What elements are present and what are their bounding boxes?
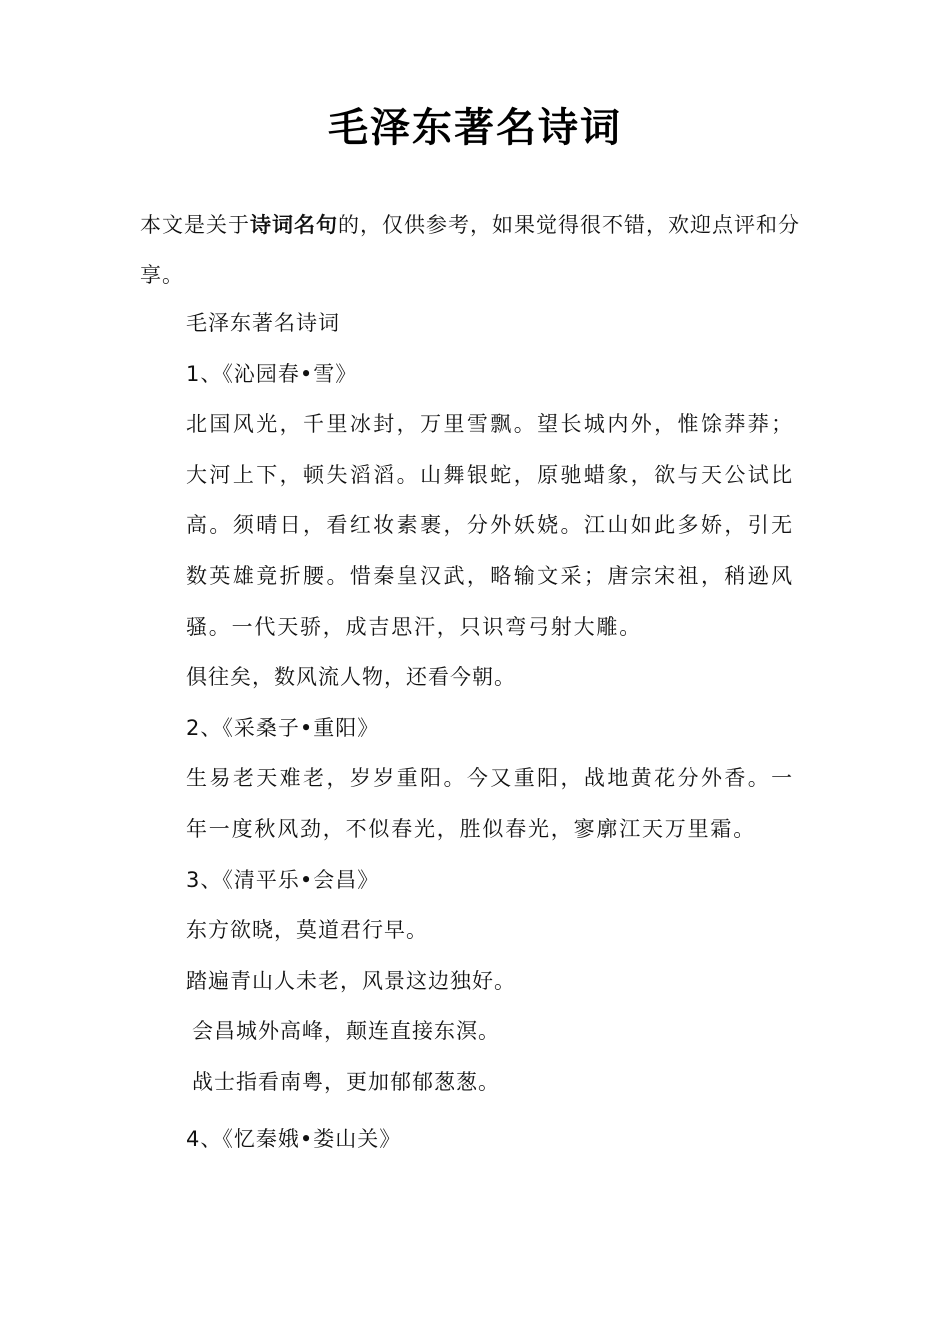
poem-line: 战士指看南粤，更加郁郁葱葱。 [192,1069,500,1094]
document-title: 毛泽东著名诗词 [328,105,622,151]
poem-number: 4 [186,1126,201,1151]
section-subtitle: 毛泽东著名诗词 [186,311,340,335]
intro-bold-keyword[interactable]: 诗词名句 [250,213,338,237]
document-body [186,298,794,1164]
poem-title: 《忆秦娥•娄山关》 [222,1126,402,1151]
poem-number-separator: 、 [200,1126,223,1151]
intro-text-after: 的，仅供参考，如果觉得很不错，欢迎点评和分享。 [140,213,800,287]
poem-title: 《采桑子•重阳》 [222,715,380,740]
poem-heading [186,349,794,400]
poem-number-separator: 、 [200,715,223,740]
poem-stanza: 俱往矣，数风流人物，还看今朝。 [186,665,516,690]
poem-line: 会昌城外高峰，颠连直接东溟。 [192,1019,500,1044]
poem-heading [186,703,794,754]
poem-number-separator: 、 [200,361,223,386]
poem-line: 东方欲晓，莫道君行早。 [186,918,428,943]
poem-heading [186,1114,794,1165]
intro-paragraph [140,200,812,300]
poem-stanza: 北国风光，千里冰封，万里雪飘。望长城内外，惟馀莽莽；大河上下，顿失滔滔。山舞银蛇，原驰蜡象，欲与天公试比高。须晴日，看红妆素裹，分外妖娆。江山如此多娇，引无数英雄竟折腰。惜秦皇汉武，略输文采；唐宗宋祖，稍逊风骚。一代天骄，成吉思汗，只识弯弓射大雕。 [186,412,794,639]
poem-line: 踏遍青山人未老，风景这边独好。 [186,968,516,993]
poem-title: 《沁园春•雪》 [222,361,358,386]
poem-number: 1 [186,361,201,386]
poem-number: 2 [186,715,201,740]
intro-text-before: 本文是关于 [140,213,250,237]
poem-title: 《清平乐•会昌》 [222,867,380,892]
poem-heading [186,855,794,906]
poem-number-separator: 、 [200,867,223,892]
poem-stanza: 生易老天难老，岁岁重阳。今又重阳，战地黄花分外香。一年一度秋风劲，不似春光，胜似春光，寥廓江天万里霜。 [186,766,794,841]
poem-number: 3 [186,867,201,892]
